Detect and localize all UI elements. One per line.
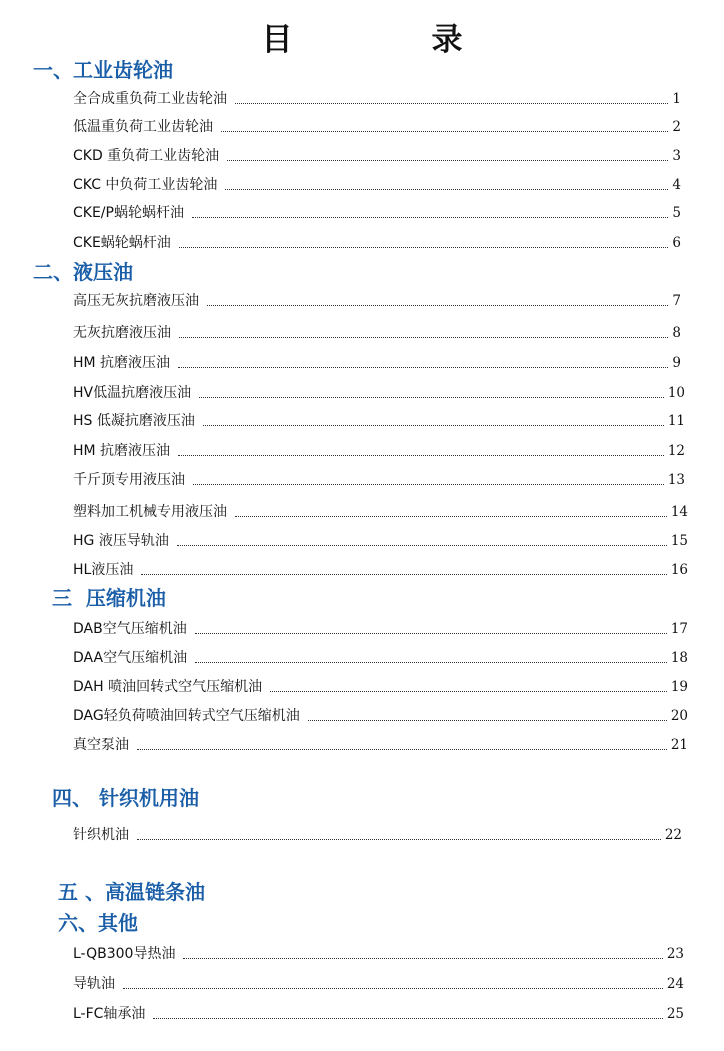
toc-entry-label: HM 抗磨液压油 <box>73 355 171 371</box>
dot-leader <box>225 189 668 190</box>
toc-entry[interactable] <box>73 531 688 551</box>
toc-entry[interactable] <box>73 648 688 668</box>
toc-entry-page: 11 <box>667 413 685 429</box>
toc-entry-page: 22 <box>664 827 682 843</box>
toc-entry-page: 10 <box>667 385 685 401</box>
dot-leader <box>178 455 664 456</box>
toc-entry[interactable] <box>73 291 681 311</box>
toc-entry[interactable] <box>73 735 688 755</box>
toc-entry[interactable] <box>73 383 685 403</box>
toc-entry-page: 19 <box>670 679 688 695</box>
toc-entry-label: 针织机油 <box>73 827 129 843</box>
toc-entry-label: L-QB300导热油 <box>73 946 176 962</box>
toc-entry-label: DAA空气压缩机油 <box>73 650 188 666</box>
toc-entry-label: HG 液压导轨油 <box>73 533 169 549</box>
toc-entry-page: 3 <box>672 148 681 164</box>
dot-leader <box>227 160 668 161</box>
toc-entry-page: 5 <box>672 205 681 221</box>
dot-leader <box>195 633 667 634</box>
toc-entry[interactable] <box>73 117 681 137</box>
dot-leader <box>221 131 668 132</box>
toc-entry-page: 25 <box>666 1006 684 1022</box>
toc-title: 目 录 <box>261 22 517 58</box>
dot-leader <box>141 574 666 575</box>
dot-leader <box>178 367 668 368</box>
dot-leader <box>235 516 667 517</box>
toc-entry-page: 14 <box>670 504 688 520</box>
toc-entry-page: 20 <box>670 708 688 724</box>
toc-entry[interactable] <box>73 1004 684 1024</box>
toc-entry-label: DAG轻负荷喷油回转式空气压缩机油 <box>73 708 300 724</box>
toc-entry-label: 导轨油 <box>73 976 115 992</box>
toc-entry[interactable] <box>73 502 688 522</box>
toc-entry-page: 7 <box>672 293 681 309</box>
toc-entry[interactable] <box>73 203 681 223</box>
toc-entry[interactable] <box>73 677 688 697</box>
toc-entry[interactable] <box>73 974 684 994</box>
toc-entry[interactable] <box>73 706 688 726</box>
toc-entry[interactable] <box>73 441 685 461</box>
toc-entry-page: 6 <box>672 235 681 251</box>
dot-leader <box>179 247 669 248</box>
toc-entry-label: 低温重负荷工业齿轮油 <box>73 119 213 135</box>
toc-entry[interactable] <box>73 560 688 580</box>
dot-leader <box>179 337 668 338</box>
toc-entry-label: L-FC轴承油 <box>73 1006 146 1022</box>
toc-entry-label: CKC 中负荷工业齿轮油 <box>73 177 218 193</box>
toc-entry-label: DAB空气压缩机油 <box>73 621 187 637</box>
toc-entry[interactable] <box>73 470 685 490</box>
toc-entry[interactable] <box>73 233 681 253</box>
toc-entry[interactable] <box>73 175 681 195</box>
dot-leader <box>235 103 668 104</box>
section-heading-hydraulic-oil: 二、液压油 <box>33 260 133 284</box>
dot-leader <box>123 988 663 989</box>
dot-leader <box>177 545 667 546</box>
toc-entry-label: 高压无灰抗磨液压油 <box>73 293 199 309</box>
toc-entry-label: HV低温抗磨液压油 <box>73 385 192 401</box>
toc-entry[interactable] <box>73 89 681 109</box>
section-heading-knitting-machine-oil: 四、 针织机用油 <box>52 786 199 810</box>
dot-leader <box>308 720 667 721</box>
dot-leader <box>153 1018 662 1019</box>
toc-entry[interactable] <box>73 411 685 431</box>
dot-leader <box>195 662 667 663</box>
toc-entry-page: 9 <box>672 355 681 371</box>
section-heading-industrial-gear-oil: 一、工业齿轮油 <box>33 58 173 82</box>
toc-entry[interactable] <box>73 944 684 964</box>
toc-entry[interactable] <box>73 323 681 343</box>
toc-entry-page: 24 <box>666 976 684 992</box>
dot-leader <box>203 425 664 426</box>
dot-leader <box>137 839 661 840</box>
toc-entry-page: 21 <box>670 737 688 753</box>
section-heading-others: 六、其他 <box>58 911 138 935</box>
dot-leader <box>270 691 667 692</box>
dot-leader <box>199 397 664 398</box>
section-heading-high-temp-chain-oil: 五 、高温链条油 <box>58 880 205 904</box>
toc-entry[interactable] <box>73 353 681 373</box>
toc-entry-page: 8 <box>672 325 681 341</box>
toc-entry-page: 16 <box>670 562 688 578</box>
toc-entry[interactable] <box>73 146 681 166</box>
toc-entry-label: DAH 喷油回转式空气压缩机油 <box>73 679 263 695</box>
toc-entry-page: 17 <box>670 621 688 637</box>
toc-entry-label: CKD 重负荷工业齿轮油 <box>73 148 220 164</box>
toc-entry-page: 4 <box>672 177 681 193</box>
toc-entry-page: 23 <box>666 946 684 962</box>
dot-leader <box>183 958 662 959</box>
toc-entry-label: 全合成重负荷工业齿轮油 <box>73 91 227 107</box>
toc-entry-page: 1 <box>672 91 681 107</box>
dot-leader <box>207 305 668 306</box>
dot-leader <box>137 749 667 750</box>
toc-entry-label: 千斤顶专用液压油 <box>73 472 185 488</box>
toc-entry-page: 15 <box>670 533 688 549</box>
toc-entry[interactable] <box>73 825 682 845</box>
section-heading-compressor-oil: 三 压缩机油 <box>52 586 166 610</box>
dot-leader <box>193 484 664 485</box>
toc-entry-page: 2 <box>672 119 681 135</box>
toc-entry-page: 12 <box>667 443 685 459</box>
toc-entry-page: 13 <box>667 472 685 488</box>
toc-entry-label: 塑料加工机械专用液压油 <box>73 504 227 520</box>
toc-entry[interactable] <box>73 619 688 639</box>
toc-entry-label: HM 抗磨液压油 <box>73 443 171 459</box>
toc-entry-label: HL液压油 <box>73 562 134 578</box>
toc-entry-page: 18 <box>670 650 688 666</box>
toc-entry-label: CKE/P蜗轮蜗杆油 <box>73 205 184 221</box>
toc-entry-label: 真空泵油 <box>73 737 129 753</box>
dot-leader <box>192 217 668 218</box>
toc-entry-label: CKE蜗轮蜗杆油 <box>73 235 171 251</box>
toc-entry-label: 无灰抗磨液压油 <box>73 325 171 341</box>
toc-entry-label: HS 低凝抗磨液压油 <box>73 413 195 429</box>
